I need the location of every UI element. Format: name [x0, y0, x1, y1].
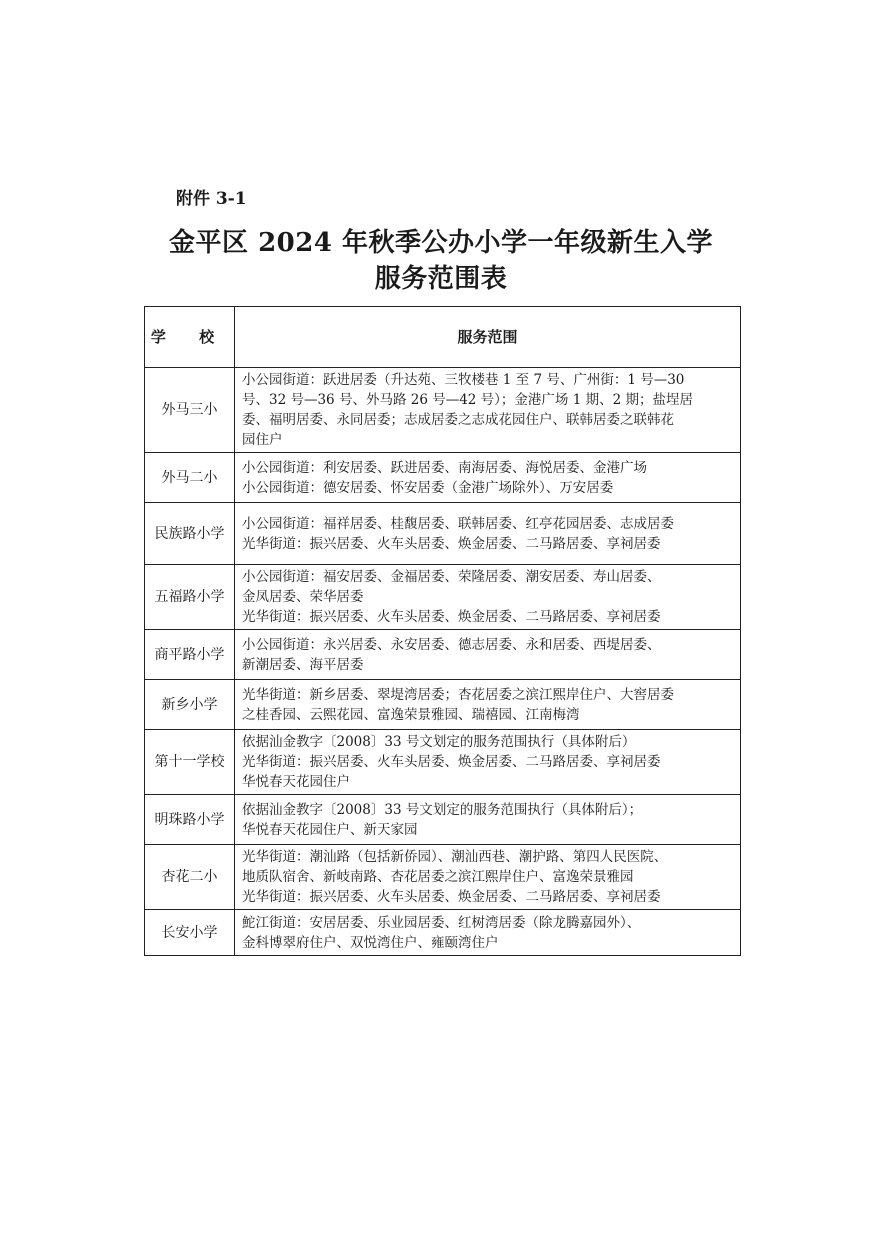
table-row: [145, 795, 741, 845]
table-row: [145, 730, 741, 795]
school-name: 五福路小学: [145, 565, 235, 630]
scope-line: 委、福明居委、永同居委；志成居委之志成花园住户、联韩居委之联韩花: [242, 412, 674, 428]
header-school: 学 校: [145, 307, 235, 368]
school-name: 第十一学校: [145, 730, 235, 795]
table-row: [145, 630, 741, 680]
service-scope: [235, 630, 741, 680]
scope-line: 号、32 号—36 号、外马路 26 号—42 号）；金港广场 1 期、2 期；盐埕居: [242, 392, 693, 408]
service-scope: [235, 565, 741, 630]
scope-line: 光华街道：振兴居委、火车头居委、焕金居委、二马路居委、享祠居委: [242, 535, 661, 552]
scope-line: 小公园街道：跃进居委（升达苑、三牧楼巷 1 至 7 号、广州街：1 号—30: [242, 372, 685, 388]
table-row: [145, 680, 741, 730]
table-row: [145, 453, 741, 503]
scope-line: 华悦春天花园住户: [242, 774, 350, 790]
scope-line: 新潮居委、海平居委: [242, 656, 364, 673]
scope-line: 依据汕金教字〔2008〕33 号文划定的服务范围执行（具体附后）: [242, 734, 636, 750]
header-scope: 服务范围: [235, 307, 741, 368]
school-name: 外马三小: [145, 368, 235, 453]
scope-line: 鮀江街道：安居居委、乐业园居委、红树湾居委（除龙腾嘉园外）、: [242, 914, 641, 931]
scope-line: 光华街道：振兴居委、火车头居委、焕金居委、二马路居委、享祠居委: [242, 889, 661, 905]
scope-line: 园住户: [242, 432, 283, 448]
service-scope: [235, 910, 741, 956]
school-name: 民族路小学: [145, 503, 235, 565]
scope-line: 华悦春天花园住户、新天家园: [242, 821, 418, 838]
school-name: 长安小学: [145, 910, 235, 956]
scope-line: 光华街道：振兴居委、火车头居委、焕金居委、二马路居委、享祠居委: [242, 754, 661, 770]
school-name: 杏花二小: [145, 845, 235, 910]
scope-line: 小公园街道：福祥居委、桂馥居委、联韩居委、红亭花园居委、志成居委: [242, 515, 674, 532]
service-scope: [235, 795, 741, 845]
scope-line: 光华街道：新乡居委、翠堤湾居委；杏花居委之滨江熙岸住户、大窖居委: [242, 686, 674, 703]
scope-line: 小公园街道：德安居委、怀安居委（金港广场除外）、万安居委: [242, 479, 614, 496]
scope-line: 金科博翠府住户、双悦湾住户、雍颐湾住户: [242, 934, 499, 951]
table-row: [145, 910, 741, 956]
scope-line: 光华街道：潮汕路（包括新侨园）、潮汕西巷、潮护路、第四人民医院、: [242, 849, 668, 865]
scope-line: 小公园街道：利安居委、跃进居委、南海居委、海悦居委、金港广场: [242, 459, 647, 476]
scope-line: 金凤居委、荣华居委: [242, 589, 364, 605]
school-name: 明珠路小学: [145, 795, 235, 845]
table-header-row: [145, 307, 741, 368]
scope-line: 地质队宿舍、新岐南路、杏花居委之滨江熙岸住户、富逸荣景雅园: [242, 869, 634, 885]
school-name: 外马二小: [145, 453, 235, 503]
service-scope-table: [144, 306, 741, 956]
table-row: [145, 368, 741, 453]
school-name: 商平路小学: [145, 630, 235, 680]
service-scope: [235, 680, 741, 730]
table-row: [145, 845, 741, 910]
service-scope: [235, 503, 741, 565]
service-scope: [235, 730, 741, 795]
table-row: [145, 503, 741, 565]
school-name: 新乡小学: [145, 680, 235, 730]
service-scope: [235, 845, 741, 910]
scope-line: 小公园街道：永兴居委、永安居委、德志居委、永和居委、西堤居委、: [242, 636, 661, 653]
scope-line: 之桂香园、云熙花园、富逸荣景雅园、瑞禧园、江南梅湾: [242, 706, 580, 723]
scope-line: 依据汕金教字〔2008〕33 号文划定的服务范围执行（具体附后）；: [242, 801, 643, 818]
scope-line: 光华街道：振兴居委、火车头居委、焕金居委、二马路居委、享祠居委: [242, 609, 661, 625]
scope-line: 小公园街道：福安居委、金福居委、荣隆居委、潮安居委、寿山居委、: [242, 569, 661, 585]
attachment-label: 附件 3-1: [176, 189, 247, 209]
document-title-line1: 金平区 2024 年秋季公办小学一年级新生入学: [169, 228, 713, 258]
document-title-line2: 服务范围表: [374, 264, 508, 294]
table-row: [145, 565, 741, 630]
service-scope: [235, 453, 741, 503]
service-scope: [235, 368, 741, 453]
